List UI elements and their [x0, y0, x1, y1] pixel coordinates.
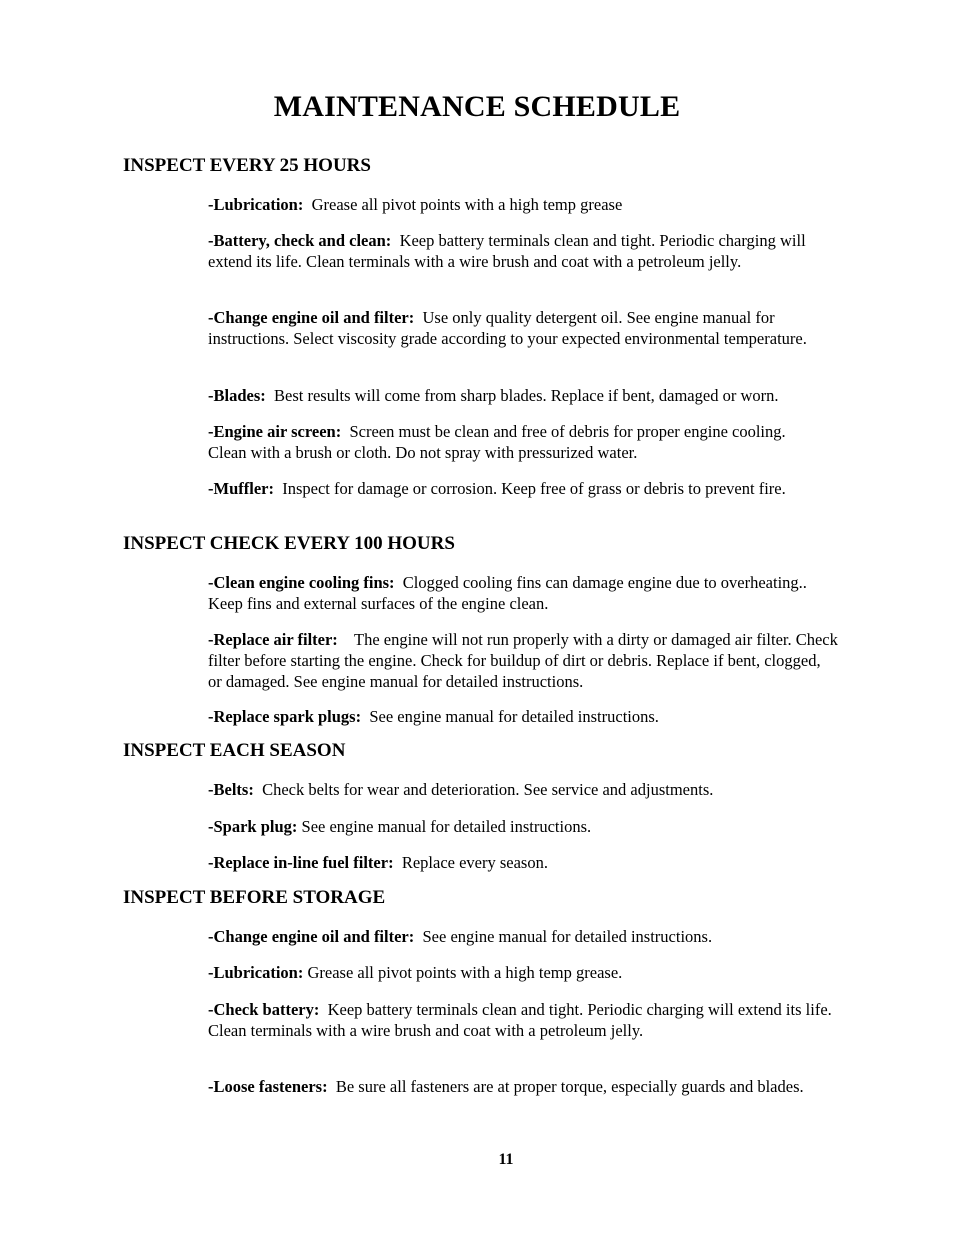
page-number: 11: [498, 1151, 514, 1168]
item-label: -Battery, check and clean:: [208, 231, 392, 250]
item-label: -Loose fasteners:: [208, 1077, 328, 1096]
section-heading-25-hours: INSPECT EVERY 25 HOURS: [123, 155, 371, 176]
item-battery: [208, 230, 823, 272]
item-storage-lubrication: [208, 962, 868, 983]
item-text: Replace every season.: [401, 853, 548, 872]
section-heading-before-storage: INSPECT BEFORE STORAGE: [123, 887, 386, 908]
item-storage-oil: [208, 926, 868, 947]
item-air-screen: [208, 421, 808, 463]
item-label: -Belts:: [208, 780, 254, 799]
section-heading-100-hours: INSPECT CHECK EVERY 100 HOURS: [123, 533, 455, 554]
item-label: -Change engine oil and filter:: [208, 927, 415, 946]
item-engine-oil: [208, 307, 838, 349]
item-label: -Replace spark plugs:: [208, 707, 362, 726]
item-spark-plugs: [208, 706, 868, 727]
item-text: Best results will come from sharp blades. Replace if bent, damaged or worn.: [274, 386, 779, 405]
item-text: Check belts for wear and deterioration. See service and adjustments.: [262, 780, 714, 799]
item-label: -Blades:: [208, 386, 266, 405]
item-text: Inspect for damage or corrosion. Keep free of grass or debris to prevent fire.: [282, 479, 786, 498]
item-spark-plug: [208, 816, 868, 837]
item-text: Clogged cooling fins can damage engine due to overheating.. Keep fins and external surfaces of the engine clean.: [208, 573, 807, 613]
item-text: Keep battery terminals clean and tight. Periodic charging will extend its life. Clean terminals with a wire brush and coat with a petroleum jelly.: [208, 231, 806, 271]
section-heading-each-season: INSPECT EACH SEASON: [123, 740, 346, 761]
item-belts: [208, 779, 868, 800]
item-label: -Replace air filter:: [208, 630, 338, 649]
item-text: Be sure all fasteners are at proper torque, especially guards and blades.: [335, 1077, 804, 1096]
item-text: Screen must be clean and free of debris for proper engine cooling. Clean with a brush or cloth. Do not spray with pressurized water.: [208, 422, 786, 462]
item-text: See engine manual for detailed instructions.: [369, 707, 659, 726]
item-label: -Change engine oil and filter:: [208, 308, 415, 327]
item-muffler: [208, 478, 848, 499]
item-text: See engine manual for detailed instructions.: [422, 927, 713, 946]
item-label: -Spark plug:: [208, 817, 298, 836]
item-text: Use only quality detergent oil. See engine manual for instructions. Select viscosity grade according to your expected environmental temperature.: [208, 308, 807, 348]
item-fuel-filter: [208, 852, 868, 873]
item-label: -Engine air screen:: [208, 422, 342, 441]
item-loose-fasteners: [208, 1076, 848, 1097]
item-text: The engine will not run properly with a dirty or damaged air filter. Check filter before starting the engine. Check for buildup of dirt or debris. Replace if bent, clogged, or damaged. See engine manual for detailed instructions.: [208, 630, 838, 691]
item-label: -Lubrication:: [208, 963, 304, 982]
item-label: -Clean engine cooling fins:: [208, 573, 395, 592]
item-label: -Lubrication:: [208, 195, 304, 214]
item-label: -Muffler:: [208, 479, 274, 498]
item-cooling-fins: [208, 572, 808, 614]
item-air-filter: [208, 629, 838, 692]
item-text: Grease all pivot points with a high temp grease: [311, 195, 623, 214]
item-label: -Replace in-line fuel filter:: [208, 853, 394, 872]
item-check-battery: [208, 999, 833, 1041]
page-title: MAINTENANCE SCHEDULE: [273, 90, 681, 123]
item-blades: [208, 385, 878, 406]
item-text: Keep battery terminals clean and tight. Periodic charging will extend its life. Clean terminals with a wire brush and coat with a petroleum jelly.: [208, 1000, 832, 1040]
item-text: Grease all pivot points with a high temp grease.: [307, 963, 623, 982]
item-text: See engine manual for detailed instructions.: [301, 817, 592, 836]
item-lubrication: [208, 194, 868, 215]
item-label: -Check battery:: [208, 1000, 320, 1019]
